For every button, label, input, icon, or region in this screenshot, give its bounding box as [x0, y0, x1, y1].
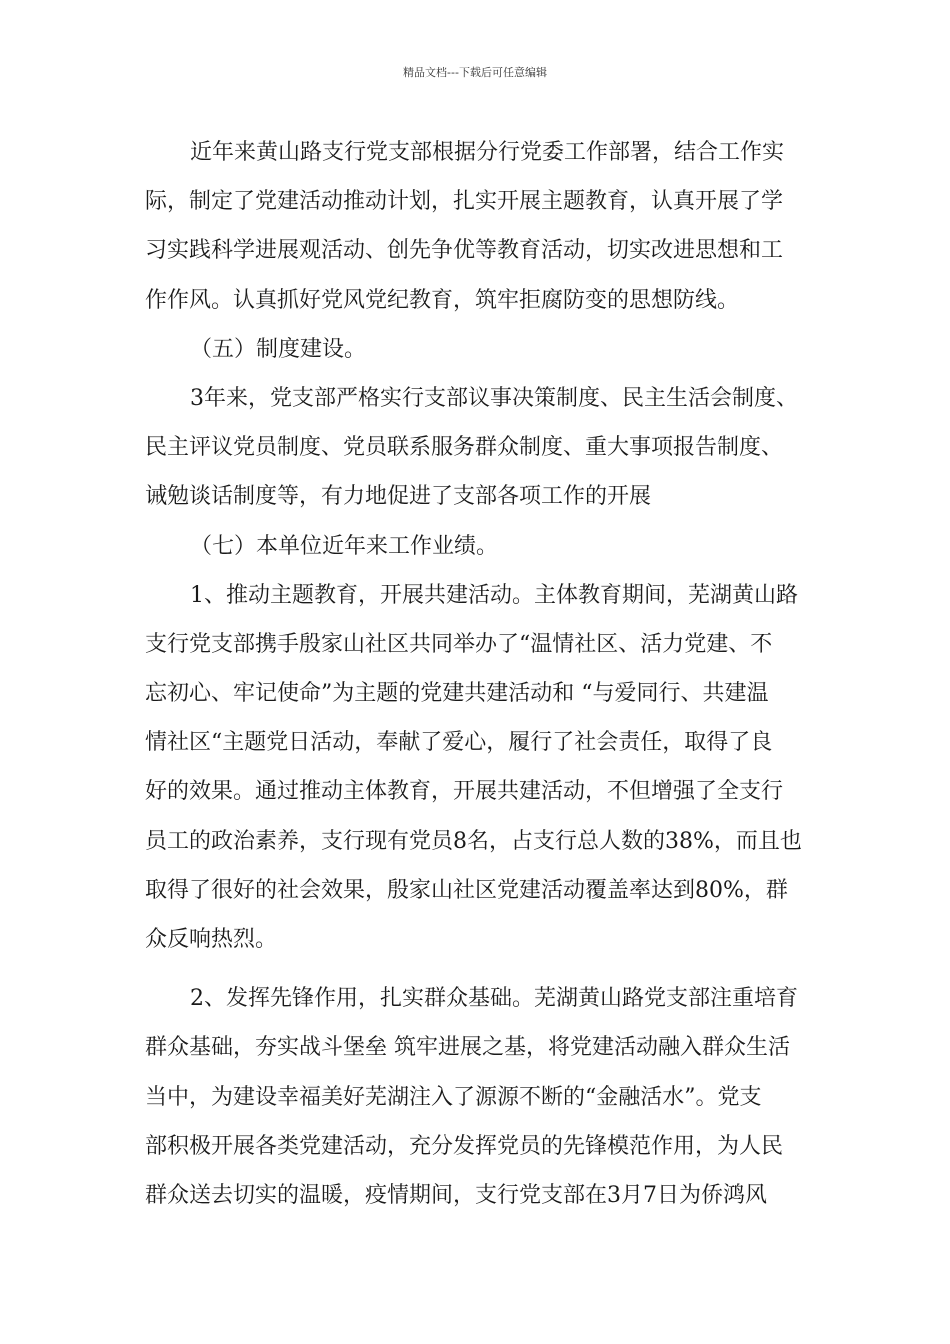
text-line: 1、推动主题教育，开展共建活动。主体教育期间，芜湖黄山路	[190, 582, 798, 608]
paragraph-party-education	[145, 128, 807, 325]
text-line: 情社区“主题党日活动，奉献了爱心，履行了社会责任，取得了良	[145, 730, 773, 756]
text-line: 当中，为建设幸福美好芜湖注入了源源不断的“金融活水”。党支	[145, 1084, 762, 1110]
text-line: 忘初心、牢记使命”为主题的党建共建活动和 “与爱同行、共建温	[145, 681, 769, 707]
text-line: 诫勉谈话制度等，有力地促进了支部各项工作的开展	[145, 484, 652, 510]
section-heading-achievements: （七）本单位近年来工作业绩。	[190, 533, 499, 559]
text-line: 民主评议党员制度、党员联系服务群众制度、重大事项报告制度、	[145, 435, 784, 461]
page-header: 精品文档---下载后可任意编辑	[403, 66, 547, 79]
text-line: 好的效果。通过推动主体教育，开展共建活动，不但增强了全支行	[145, 779, 784, 805]
text-line: 员工的政治素养，支行现有党员8名，占支行总人数的38%，而且也	[145, 828, 802, 854]
text-line: 取得了很好的社会效果，殷家山社区党建活动覆盖率达到80%，群	[145, 877, 788, 903]
text-line: 2、发挥先锋作用，扎实群众基础。芜湖黄山路党支部注重培育	[190, 986, 798, 1012]
text-line: 近年来黄山路支行党支部根据分行党委工作部署，结合工作实	[190, 140, 785, 165]
text-line: 群众送去切实的温暖，疫情期间，支行党支部在3月7日为侨鸿风	[145, 1182, 767, 1208]
paragraph-system-building	[145, 374, 807, 522]
text-line: 习实践科学进展观活动、创先争优等教育活动，切实改进思想和工	[145, 238, 784, 264]
text-line: 众反响热烈。	[145, 927, 278, 952]
text-line: 群众基础，夯实战斗堡垒 筑牢进展之基，将党建活动融入群众生活	[145, 1035, 790, 1061]
document-body	[145, 128, 807, 1220]
text-line: 支行党支部携手殷家山社区共同举办了“温情社区、活力党建、不	[145, 631, 773, 657]
text-line: 际，制定了党建活动推动计划，扎实开展主题教育，认真开展了学	[145, 189, 784, 215]
text-line: 部积极开展各类党建活动，充分发挥党员的先锋模范作用，为人民	[145, 1133, 784, 1159]
section-heading-system-building: （五）制度建设。	[190, 336, 367, 362]
paragraph-spacer	[145, 964, 807, 974]
paragraph-theme-education	[145, 571, 807, 965]
text-line: 作作风。认真抓好党风党纪教育，筑牢拒腐防变的思想防线。	[145, 287, 740, 313]
text-line: 3年来，党支部严格实行支部议事决策制度、民主生活会制度、	[190, 385, 798, 411]
paragraph-pioneer-role	[145, 974, 807, 1220]
